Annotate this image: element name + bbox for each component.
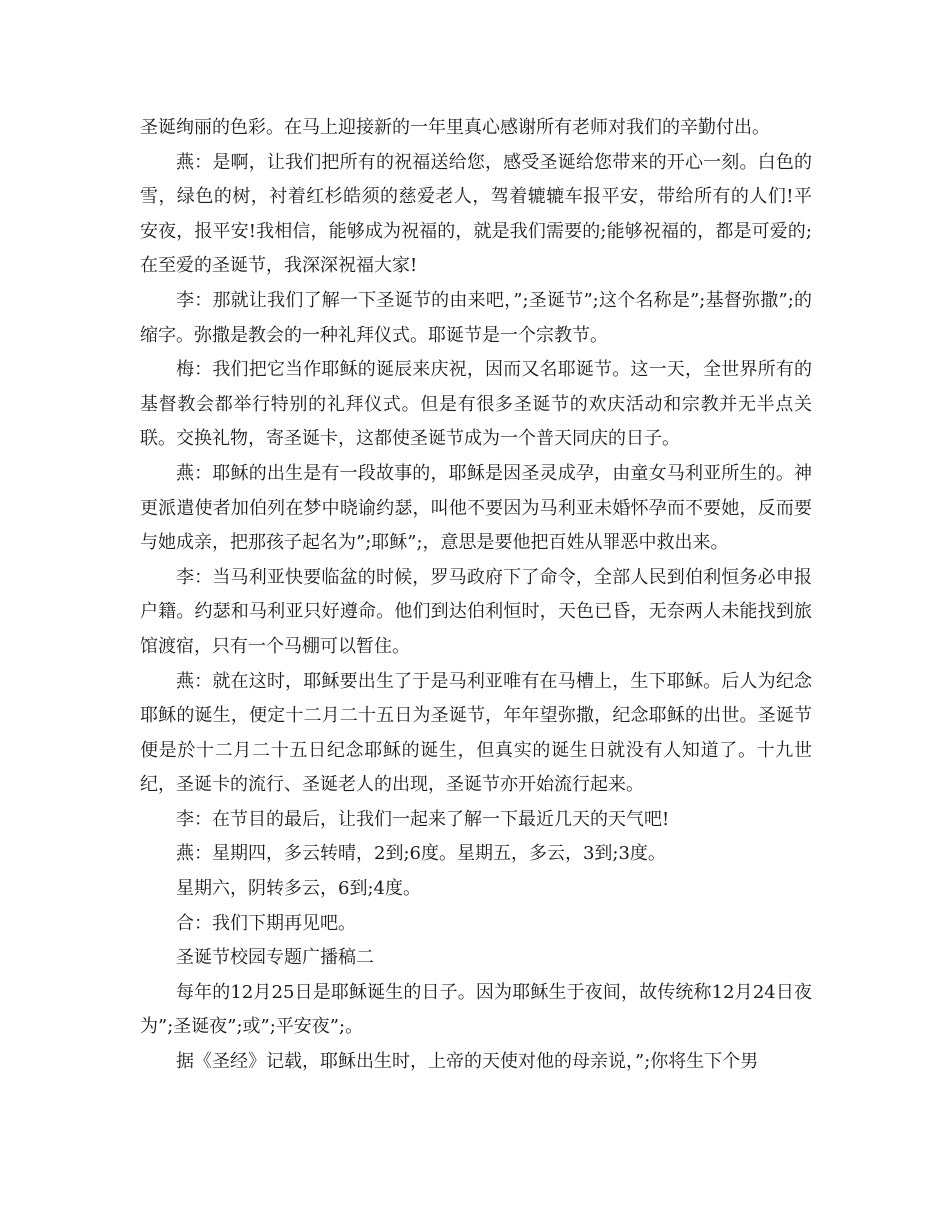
paragraph-dec-25: 每年的12月25日是耶稣诞生的日子。因为耶稣生于夜间，故传统称12月24日夜为”;圣诞夜”;或”;平安夜”;。 <box>140 981 812 1038</box>
paragraph-yan-birth: 燕：就在这时，耶稣要出生了于是马利亚唯有在马槽上，生下耶稣。后人为纪念耶稣的诞生，便定十二月二十五日为圣诞节，年年望弥撒，纪念耶稣的出世。圣诞节便是於十二月二十五日纪念耶稣的诞生，但真实的诞生日就没有人知道了。十九世纪，圣诞卡的流行、圣诞老人的出现，圣诞节亦开始流行起来。 <box>140 670 812 796</box>
paragraph-closing: 合：我们下期再见吧。 <box>176 912 356 934</box>
paragraph-yan-story: 燕：耶稣的出生是有一段故事的，耶稣是因圣灵成孕，由童女马利亚所生的。神更派遣使者加伯列在梦中晓谕约瑟，叫他不要因为马利亚未婚怀孕而不要她，反而要与她成亲，把那孩子起名为”;耶稣”;，意思是要他把百姓从罪恶中救出来。 <box>140 462 812 554</box>
section-heading: 圣诞节校园专题广播稿二 <box>176 947 374 969</box>
paragraph-continuation: 圣诞绚丽的色彩。在马上迎接新的一年里真心感谢所有老师对我们的辛勤付出。 <box>140 117 770 138</box>
paragraph-yan-weather: 燕：星期四，多云转晴，2到;6度。星期五，多云，3到;3度。 <box>176 843 666 865</box>
paragraph-bible-record: 据《圣经》记载，耶稣出生时，上帝的天使对他的母亲说，”;你将生下个男 <box>176 1051 759 1073</box>
paragraph-li-origin: 李：那就让我们了解一下圣诞节的由来吧，”;圣诞节”;这个名称是”;基督弥撒”;的缩字。弥撒是教会的一种礼拜仪式。耶诞节是一个宗教节。 <box>140 289 812 346</box>
document-body <box>140 111 812 1080</box>
paragraph-li-weather-intro: 李：在节目的最后，让我们一起来了解一下最近几天的天气吧! <box>176 808 670 830</box>
paragraph-yan-blessing: 燕：是啊，让我们把所有的祝福送给您，感受圣诞给您带来的开心一刻。白色的雪，绿色的树，衬着红杉皓须的慈爱老人，驾着辘辘车报平安，带给所有的人们!平安夜，报平安!我相信，能够成为祝福的，就是我们需要的;能够祝福的，都是可爱的;在至爱的圣诞节，我深深祝福大家! <box>140 151 812 277</box>
paragraph-li-census: 李：当马利亚快要临盆的时候，罗马政府下了命令，全部人民到伯利恒务必申报户籍。约瑟和马利亚只好遵命。他们到达伯利恒时，天色已昏，无奈两人未能找到旅馆渡宿，只有一个马棚可以暂住。 <box>140 566 812 657</box>
paragraph-mei-celebration: 梅：我们把它当作耶稣的诞辰来庆祝，因而又名耶诞节。这一天，全世界所有的基督教会都举行特别的礼拜仪式。但是有很多圣诞节的欢庆活动和宗教并无半点关联。交换礼物，寄圣诞卡，这都使圣诞节成为一个普天同庆的日子。 <box>140 359 812 450</box>
paragraph-weather-saturday: 星期六，阴转多云，6到;4度。 <box>176 878 421 900</box>
